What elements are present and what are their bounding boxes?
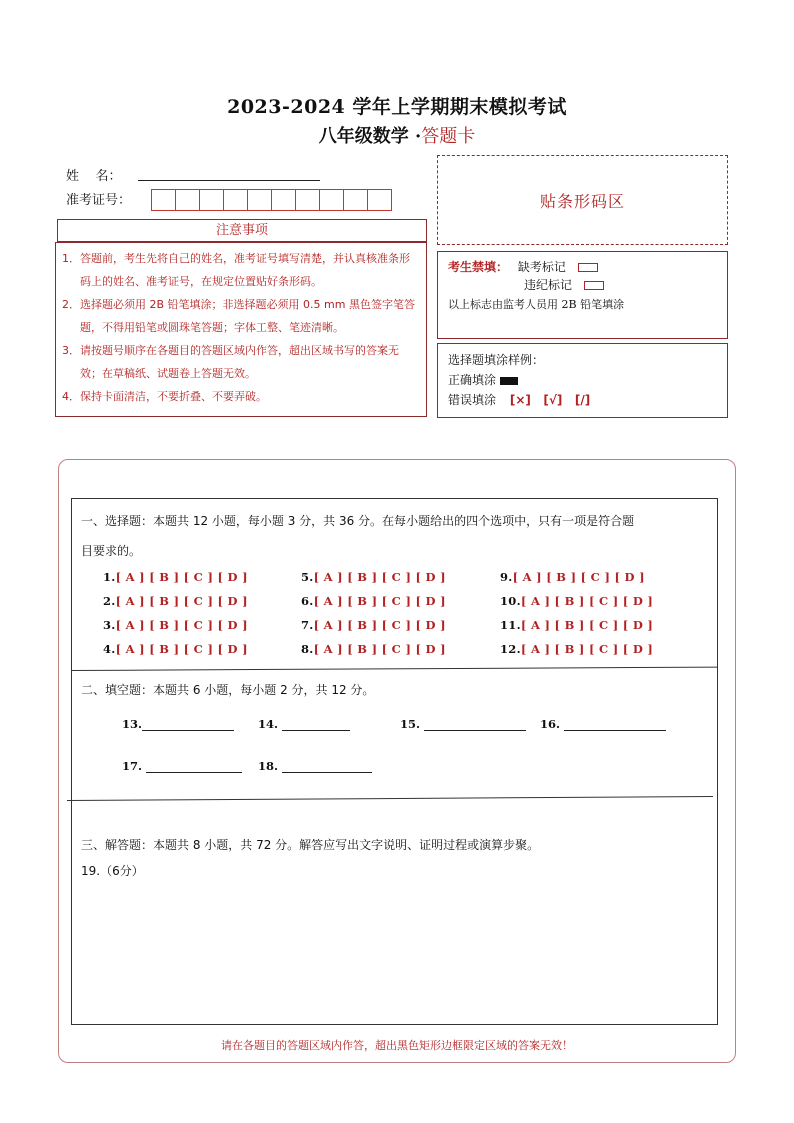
- choice-question[interactable]: [103, 642, 248, 656]
- correct-fill-sample: [500, 377, 518, 385]
- question-number: 5.: [301, 570, 314, 584]
- answer-card-label: 答题卡: [421, 126, 476, 147]
- choice-question[interactable]: [500, 594, 653, 608]
- answer-blank[interactable]: [142, 718, 234, 731]
- violation-label: 违纪标记: [524, 278, 573, 292]
- exam-ban-note: 以上标志由监考人员用 2B 铅笔填涂: [448, 298, 625, 311]
- notice-title: 注意事项: [57, 219, 427, 242]
- choice-options[interactable]: [ A ] [ B ] [ C ] [ D ]: [115, 642, 248, 656]
- notice-num: 2．: [62, 298, 80, 311]
- subject-label: 八年级数学: [318, 126, 409, 147]
- answer-blank[interactable]: [564, 718, 666, 731]
- choice-options[interactable]: [ A ] [ B ] [ C ] [ D ]: [115, 570, 248, 584]
- notice-item: [62, 247, 420, 293]
- barcode-label: 贴条形码区: [539, 191, 625, 211]
- question-number: 12.: [500, 642, 521, 656]
- question-number: 15.: [400, 717, 421, 731]
- question-number: 8.: [301, 642, 314, 656]
- exam-ban-box: [437, 251, 728, 339]
- footer-warning: 请在各题目的答题区域内作答，超出黑色矩形边框限定区域的答案无效！: [221, 1039, 573, 1052]
- fill-question: [540, 717, 666, 731]
- id-box[interactable]: [151, 189, 176, 211]
- section2-title: 二、填空题：本题共 6 小题，每小题 2 分，共 12 分。: [81, 683, 375, 697]
- notice-item: [62, 339, 420, 385]
- section1-title-line2: 目要求的。: [81, 544, 142, 558]
- choice-options[interactable]: [ A ] [ B ] [ C ] [ D ]: [115, 594, 248, 608]
- choice-question[interactable]: [103, 570, 248, 584]
- question-number: 7.: [301, 618, 314, 632]
- notice-text: 答题前，考生先将自己的姓名，准考证号填写清楚，并认真核准条形码上的姓名、准考证号，在规定位置贴好条形码。: [80, 252, 410, 288]
- subtitle-dot: ·: [415, 126, 422, 147]
- choice-question[interactable]: [301, 594, 446, 608]
- id-box[interactable]: [247, 189, 272, 211]
- fill-question: [258, 717, 350, 731]
- question-number: 9.: [500, 570, 513, 584]
- question-number: 13.: [122, 717, 143, 731]
- question-number: 2.: [103, 594, 116, 608]
- choice-options[interactable]: [ A ] [ B ] [ C ] [ D ]: [313, 642, 446, 656]
- choice-options[interactable]: [ A ] [ B ] [ C ] [ D ]: [115, 618, 248, 632]
- exam-id-label: 准考证号：: [66, 193, 132, 208]
- choice-question[interactable]: [301, 618, 446, 632]
- choice-options[interactable]: [ A ] [ B ] [ C ] [ D ]: [313, 594, 446, 608]
- wrong-fill-label: 错误填涂: [448, 393, 497, 407]
- notice-item: [62, 293, 420, 339]
- choice-question[interactable]: [301, 570, 446, 584]
- choice-options[interactable]: [ A ] [ B ] [ C ] [ D ]: [520, 642, 654, 656]
- question-19-label: 19.（6分）: [81, 864, 144, 878]
- answer-blank[interactable]: [282, 760, 372, 773]
- fill-question: [400, 717, 526, 731]
- fill-example-title: 选择题填涂样例：: [448, 353, 545, 367]
- question-number: 17.: [122, 759, 143, 773]
- fill-question: [258, 759, 372, 773]
- choice-question[interactable]: [103, 594, 248, 608]
- id-box[interactable]: [295, 189, 320, 211]
- exam-id-boxes[interactable]: [151, 189, 391, 211]
- id-box[interactable]: [199, 189, 224, 211]
- id-box[interactable]: [223, 189, 248, 211]
- id-box[interactable]: [271, 189, 296, 211]
- notice-num: 3．: [62, 344, 80, 357]
- fill-example-box: [437, 343, 728, 418]
- question-number: 6.: [301, 594, 314, 608]
- id-box[interactable]: [343, 189, 368, 211]
- question-number: 16.: [540, 717, 561, 731]
- choice-question[interactable]: [500, 618, 653, 632]
- page-subtitle: [0, 122, 794, 148]
- choice-options[interactable]: [ A ] [ B ] [ C ] [ D ]: [520, 618, 654, 632]
- fill-question: [122, 717, 234, 731]
- name-label: 姓 名：: [66, 169, 122, 184]
- notice-box: [55, 242, 427, 417]
- notice-text: 请按题号顺序在各题目的答题区域内作答，超出区域书写的答案无效；在草稿纸、试题卷上答题无效。: [80, 344, 399, 380]
- violation-mark[interactable]: [584, 281, 604, 290]
- section3-title: 三、解答题：本题共 8 小题，共 72 分。解答应写出文字说明、证明过程或演算步聚。: [81, 838, 540, 852]
- fill-question: [122, 759, 242, 773]
- question-number: 14.: [258, 717, 279, 731]
- absent-label: 缺考标记: [517, 260, 566, 274]
- choice-options[interactable]: [ A ] [ B ] [ C ] [ D ]: [313, 570, 446, 584]
- notice-text: 选择题必须用 2B 铅笔填涂；非选择题必须用 0.5 mm 黑色签字笔答题，不得用铅笔或圆珠笔答题；字体工整、笔迹清晰。: [80, 298, 415, 334]
- notice-num: 1．: [62, 252, 80, 265]
- correct-fill-label: 正确填涂: [448, 373, 497, 387]
- id-box[interactable]: [367, 189, 392, 211]
- question-number: 4.: [103, 642, 116, 656]
- section1-title-line1: 一、选择题：本题共 12 小题，每小题 3 分，共 36 分。在每小题给出的四个选项中，只有一项是符合题: [81, 514, 635, 528]
- notice-item: [62, 385, 420, 408]
- choice-options[interactable]: [ A ] [ B ] [ C ] [ D ]: [313, 618, 446, 632]
- question-number: 11.: [500, 618, 521, 632]
- choice-options[interactable]: [ A ] [ B ] [ C ] [ D ]: [512, 570, 645, 584]
- question-number: 1.: [103, 570, 116, 584]
- exam-ban-label: 考生禁填：: [448, 260, 509, 274]
- choice-question[interactable]: [301, 642, 446, 656]
- choice-question[interactable]: [500, 642, 653, 656]
- absent-mark[interactable]: [578, 263, 598, 272]
- page-title: 2023-2024 学年上学期期末模拟考试: [227, 96, 567, 118]
- question-number: 10.: [500, 594, 521, 608]
- name-field[interactable]: [138, 180, 320, 181]
- notice-text: 保持卡面清洁，不要折叠、不要弄破。: [80, 390, 267, 403]
- choice-question[interactable]: [103, 618, 248, 632]
- question-19-answer-area[interactable]: [78, 882, 710, 1018]
- id-box[interactable]: [175, 189, 200, 211]
- answer-blank[interactable]: [146, 760, 242, 773]
- choice-question[interactable]: [500, 570, 645, 584]
- barcode-area: [437, 155, 728, 245]
- id-box[interactable]: [319, 189, 344, 211]
- notice-num: 4．: [62, 390, 80, 403]
- answer-blank[interactable]: [424, 718, 526, 731]
- question-number: 3.: [103, 618, 116, 632]
- choice-options[interactable]: [ A ] [ B ] [ C ] [ D ]: [520, 594, 654, 608]
- question-number: 18.: [258, 759, 279, 773]
- answer-blank[interactable]: [282, 718, 350, 731]
- wrong-fill-samples: [×] [√] [/]: [509, 393, 591, 407]
